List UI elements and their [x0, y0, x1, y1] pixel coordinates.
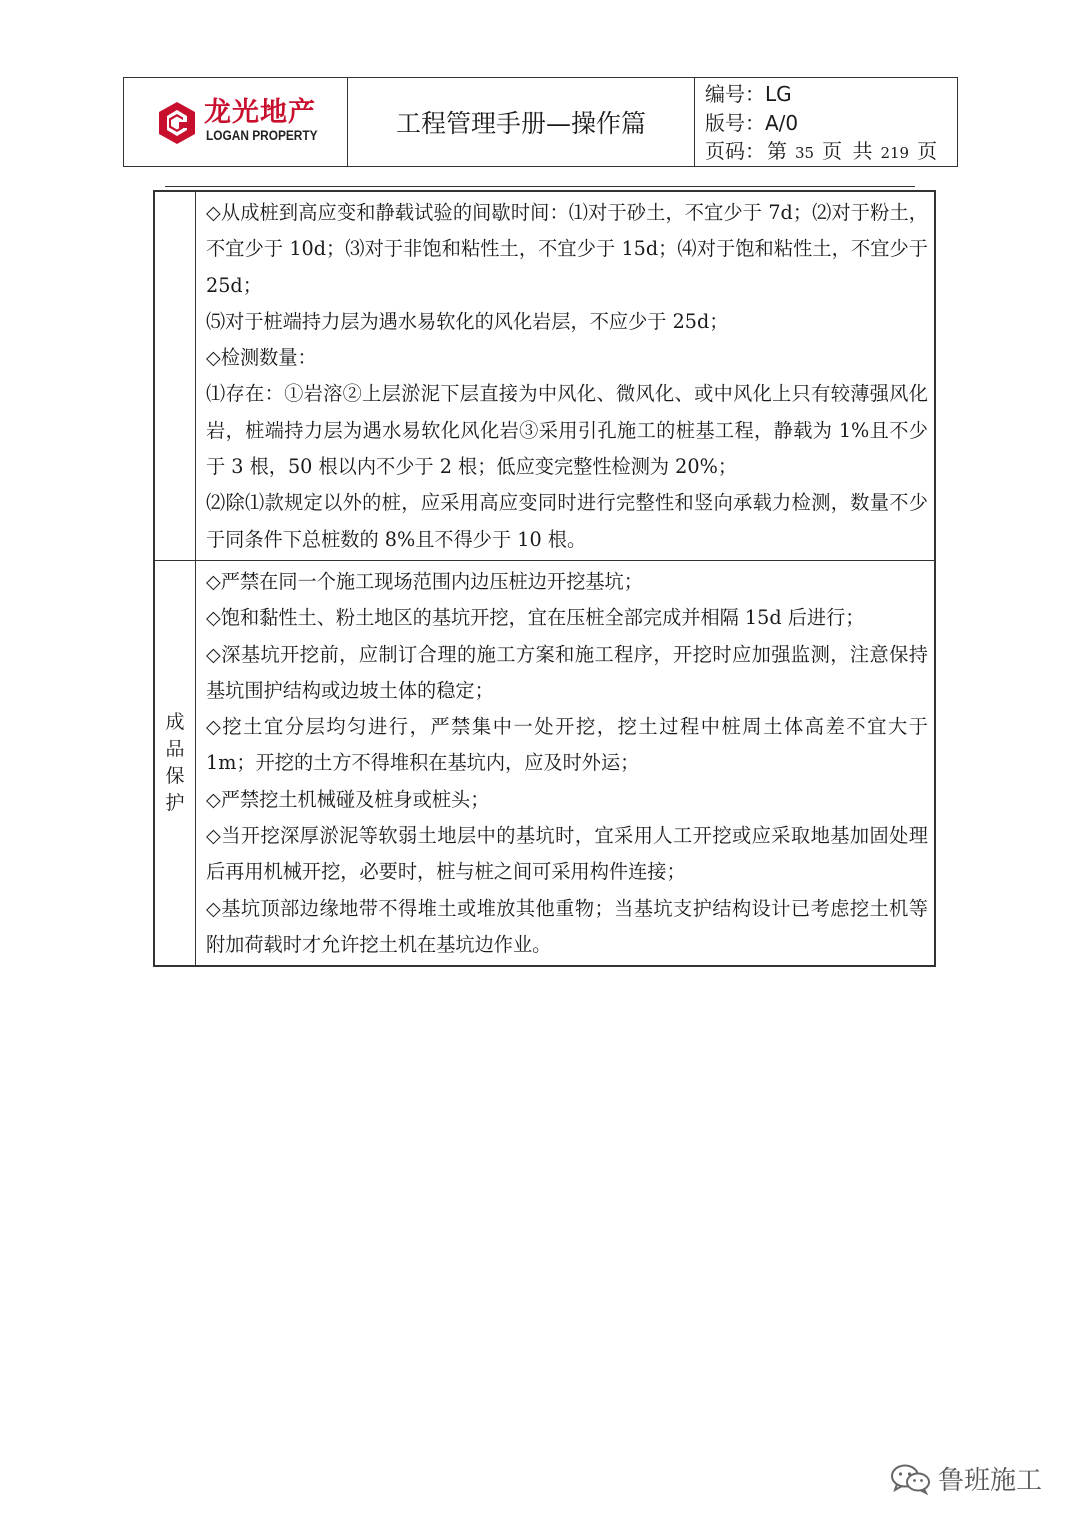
paragraph: ◇从成桩到高应变和静载试验的间歇时间：⑴对于砂土，不宜少于 7d；⑵对于粉土，不宜少于 10d；⑶对于非饱和粘性土，不宜少于 15d；⑷对于饱和粘性土，不宜少于 25d；	[206, 201, 928, 297]
company-logo	[124, 78, 348, 166]
content-table	[153, 190, 936, 967]
page-ye: 页	[822, 139, 843, 163]
paragraph: ◇严禁挖土机械碰及桩身或桩头；	[206, 787, 490, 811]
paragraph: ◇深基坑开挖前，应制订合理的施工方案和施工程序，开挖时应加强监测，注意保持基坑围护结构或边坡土体的稳定；	[206, 642, 928, 702]
row-label	[154, 191, 196, 560]
label-char: 护	[165, 792, 185, 815]
paragraph: ◇当开挖深厚淤泥等软弱土地层中的基坑时，宜采用人工开挖或应采取地基加固处理后再用机械开挖，必要时，桩与桩之间可采用构件连接；	[206, 824, 928, 884]
page-total: 219	[880, 144, 910, 162]
page-di: 第	[767, 139, 787, 163]
table-row	[154, 560, 935, 966]
code-line	[705, 80, 957, 109]
paragraph: ◇饱和黏性土、粉土地区的基坑开挖，宜在压桩全部完成并相隔 15d 后进行；	[206, 606, 865, 630]
version-value: A/0	[765, 110, 799, 135]
paragraph: ◇检测数量：	[206, 346, 317, 370]
page-ye-end: 页	[917, 139, 938, 163]
table-row	[154, 191, 935, 560]
paragraph: ⑵除⑴款规定以外的桩，应采用高应变同时进行完整性和竖向承载力检测，数量不少于同条件下总桩数的 8%且不得少于 10 根。	[206, 491, 928, 551]
label-char: 品	[165, 738, 185, 761]
row-content	[196, 191, 936, 560]
paragraph: ◇基坑顶部边缘地带不得堆土或堆放其他重物；当基坑支护结构设计已考虑挖土机等附加荷载时才允许挖土机在基坑边作业。	[206, 896, 928, 956]
page-label: 页码：	[705, 139, 765, 163]
paragraph: ◇严禁在同一个施工现场范围内边压桩边开挖基坑；	[206, 569, 643, 593]
version-line	[705, 109, 957, 138]
code-value: LG	[765, 82, 792, 106]
label-char: 成	[165, 711, 185, 734]
label-char: 保	[165, 765, 185, 788]
row-content	[196, 560, 936, 966]
code-label: 编号：	[705, 82, 765, 106]
header-rule	[165, 186, 915, 187]
page-current: 35	[795, 144, 815, 162]
wechat-icon	[890, 1463, 932, 1495]
document-meta	[695, 78, 957, 166]
version-label: 版号：	[705, 110, 765, 135]
logan-logo-icon	[157, 100, 197, 146]
paragraph: ⑸对于桩端持力层为遇水易软化的风化岩层，不应少于 25d；	[206, 309, 729, 333]
watermark	[890, 1460, 1042, 1497]
document-title: 工程管理手册—操作篇	[348, 78, 695, 166]
logo-chinese-text: 龙光地产	[204, 97, 316, 128]
document-header	[123, 77, 958, 167]
watermark-text: 鲁班施工	[938, 1466, 1043, 1496]
row-label-product-protection	[154, 560, 196, 966]
paragraph: ⑴存在：①岩溶②上层淤泥下层直接为中风化、微风化、或中风化上只有较薄强风化岩，桩端持力层为遇水易软化风化岩③采用引孔施工的桩基工程，静载为 1%且不少于 3 根，50 根以内不少于 2 根；低应变完整性检测为 20%；	[206, 382, 928, 479]
logo-english-text: LOGAN PROPERTY	[206, 128, 318, 143]
page-gong: 共	[852, 139, 873, 163]
page-line	[705, 137, 957, 168]
paragraph: ◇挖土宜分层均匀进行，严禁集中一处开挖，挖土过程中桩周土体高差不宜大于 1m；开挖的土方不得堆积在基坑内，应及时外运；	[206, 715, 928, 775]
